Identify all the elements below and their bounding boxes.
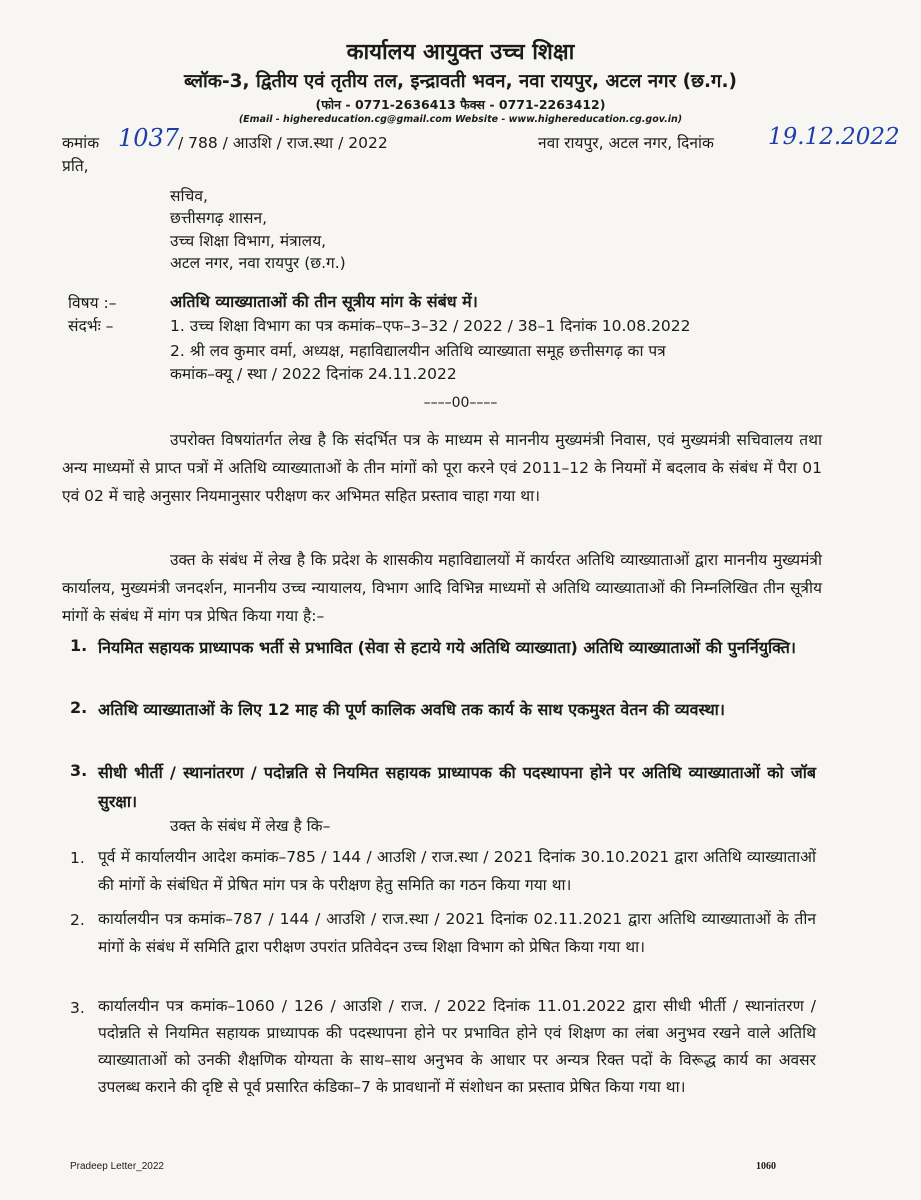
action-number: 3. — [70, 999, 85, 1017]
action-text: कार्यालयीन पत्र कमांक–787 / 144 / आउशि / राज.स्था / 2021 दिनांक 02.11.2021 द्वारा अतिथि व्याख्याताओं के तीन मांगों के संबंध में समिति द्वारा परीक्षण उपरांत प्रतिवेदन उच्च शिक्षा विभाग को प्रेषित किया गया था। — [98, 910, 816, 956]
paragraph-3: उक्त के संबंध में लेख है कि– — [170, 817, 331, 835]
demand-text: अतिथि व्याख्याताओं के लिए 12 माह की पूर्ण कालिक अवधि तक कार्य के साथ एकमुश्त वेतन की व्यवस्था। — [98, 700, 725, 719]
footer-number: 1060 — [756, 1161, 776, 1172]
to-line: उच्च शिक्षा विभाग, मंत्रालय, — [170, 232, 327, 250]
ref-handwritten-number: 1037 — [118, 124, 180, 152]
footer-file-name: Pradeep Letter_2022 — [70, 1161, 164, 1172]
handwritten-date: 19.12.2022 — [768, 124, 900, 150]
paragraph-1: उपरोक्त विषयांतर्गत लेख है कि संदर्भित पत्र के माध्यम से माननीय मुख्यमंत्री निवास, एवं मुख्यमंत्री सचिवालय तथा अन्य माध्यमों से प्राप्त पत्रों में अतिथि व्याख्याताओं के तीन मांगों को पूरा करने एवं 2011–12 के नियमों में बदलाव के संबंध में पैरा 01 एवं 02 में चाहे अनुसार नियमानुसार परीक्षण कर अभिमत सहित प्रस्ताव चाहा गया था। — [62, 431, 822, 505]
to-line: सचिव, — [170, 187, 208, 205]
demand-text: नियमित सहायक प्राध्यापक भर्ती से प्रभावित (सेवा से हटाये गये अतिथि व्याख्याता) अतिथि व्याख्याताओं की पुनर्नियुक्ति। — [98, 638, 796, 657]
action-text: कार्यालयीन पत्र कमांक–1060 / 126 / आउशि / राज. / 2022 दिनांक 11.01.2022 द्वारा सीधी भीर्ती / स्थानांतरण / पदोन्नति से नियमित सहायक प्राध्यापक की पदस्थापना होने पर प्रभावित होने एवं शिक्षण का लंबा अनुभव रखने वाले अतिथि व्याख्याताओं को उनकी शैक्षणिक योग्यता के साथ–साथ अनुभव के आधार पर अन्यत्र रिक्त पदों के विरूद्ध कार्य का अवसर उपलब्ध कराने की दृष्टि से पूर्व प्रसारित कंडिका–7 के प्रावधानों में संशोधन का प्रस्ताव प्रेषित किया गया था। — [98, 997, 816, 1096]
phone-fax: (फोन - 0771-2636413 फैक्स - 0771-2263412) — [315, 97, 606, 112]
subject-text: अतिथि व्याख्याताओं की तीन सूत्रीय मांग के संबंध में। — [170, 292, 478, 311]
to-line: छत्तीसगढ़ शासन, — [170, 209, 268, 227]
subject-label: विषय :– — [68, 294, 117, 312]
reference-label: संदर्भः – — [68, 317, 114, 335]
to-line: अटल नगर, नवा रायपुर (छ.ग.) — [170, 254, 346, 272]
paragraph-2: उक्त के संबंध में लेख है कि प्रदेश के शासकीय महाविद्यालयों में कार्यरत अतिथि व्याख्याताओं द्वारा माननीय मुख्यमंत्री कार्यालय, मुख्यमंत्री जनदर्शन, माननीय उच्च न्यायालय, विभाग आदि विभिन्न माध्यमों से अतिथि व्याख्याताओं की निम्नलिखित तीन सूत्रीय मांगों के संबंध में मांग पत्र प्रेषित किया गया है:– — [62, 551, 822, 625]
ref-number-suffix: / 788 / आउशि / राज.स्था / 2022 — [178, 134, 388, 152]
reference-item-1: 1. उच्च शिक्षा विभाग का पत्र कमांक–एफ–3–32 / 2022 / 38–1 दिनांक 10.08.2022 — [170, 317, 691, 335]
action-number: 2. — [70, 911, 85, 929]
demand-text: सीधी भीर्ती / स्थानांतरण / पदोन्नति से नियमित सहायक प्राध्यापक की पदस्थापना होने पर अतिथि व्याख्याताओं को जॉब सुरक्षा। — [98, 763, 816, 811]
reference-item-2-cont: कमांक–क्यू / स्था / 2022 दिनांक 24.11.2022 — [170, 365, 457, 383]
demand-number: 1. — [70, 636, 88, 655]
email-website: (Email - highereducation.cg@gmail.com Website - www.highereducation.cg.gov.in) — [238, 114, 683, 125]
demand-number: 2. — [70, 698, 88, 717]
action-number: 1. — [70, 849, 85, 867]
office-address: ब्लॉक-3, द्वितीय एवं तृतीय तल, इन्द्रावती भवन, नवा रायपुर, अटल नगर (छ.ग.) — [184, 71, 737, 92]
place-date-label: नवा रायपुर, अटल नगर, दिनांक — [538, 134, 714, 152]
to-label: प्रति, — [62, 157, 89, 175]
office-title: कार्यालय आयुक्त उच्च शिक्षा — [346, 40, 575, 65]
reference-item-2: 2. श्री लव कुमार वर्मा, अध्यक्ष, महाविद्यालयीन अतिथि व्याख्याता समूह छत्तीसगढ़ का पत्र — [170, 342, 666, 360]
ref-label: कमांक — [62, 134, 100, 152]
separator: ––––00–––– — [423, 395, 498, 411]
demand-number: 3. — [70, 761, 88, 780]
action-text: पूर्व में कार्यालयीन आदेश कमांक–785 / 144 / आउशि / राज.स्था / 2021 दिनांक 30.10.2021 द्वारा अतिथि व्याख्याताओं की मांगों के संबंधित में प्रेषित मांग पत्र के परीक्षण हेतु समिति का गठन किया गया था। — [98, 848, 816, 894]
